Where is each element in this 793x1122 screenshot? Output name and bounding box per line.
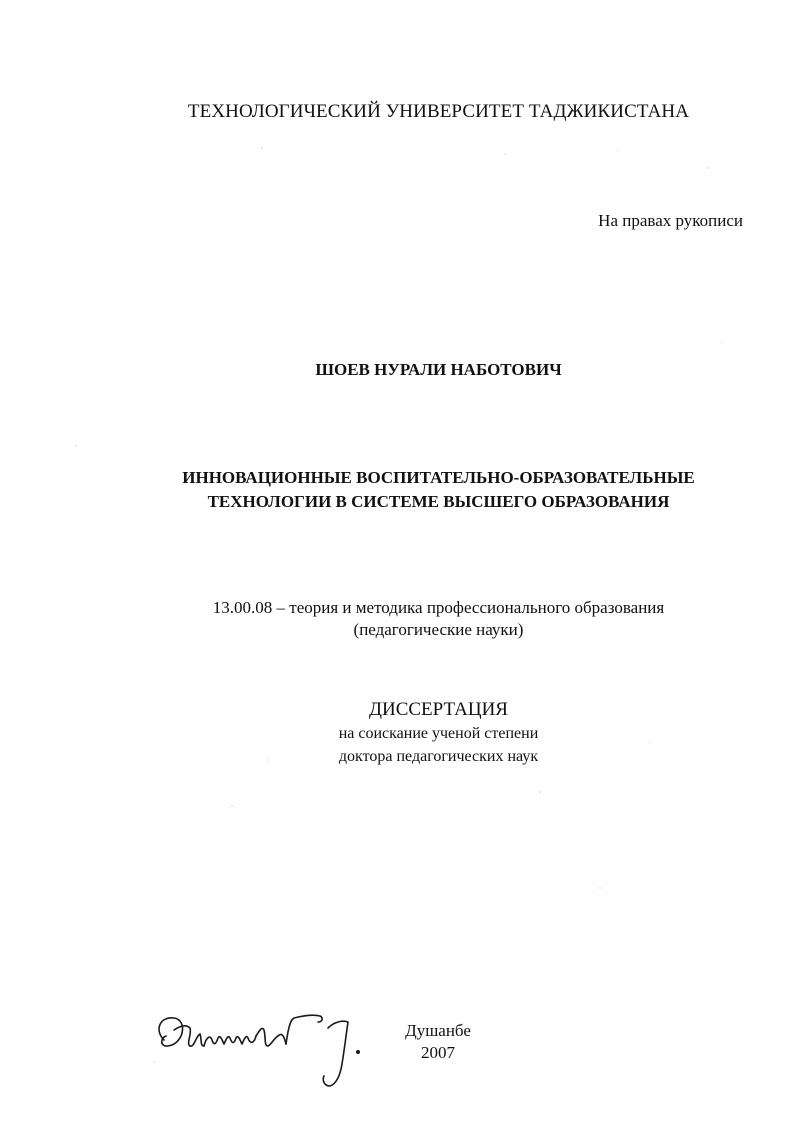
degree-block: [42, 722, 793, 768]
dissertation-title-line-2: ТЕХНОЛОГИИ В СИСТЕМЕ ВЫСШЕГО ОБРАЗОВАНИЯ: [207, 492, 670, 511]
degree-line-1: на соискание ученой степени: [338, 725, 539, 742]
university-name: ТЕХНОЛОГИЧЕСКИЙ УНИВЕРСИТЕТ ТАДЖИКИСТАНА: [187, 101, 690, 122]
degree-line-2: доктора педагогических наук: [338, 748, 539, 765]
dissertation-title-line-1: ИННОВАЦИОННЫЕ ВОСПИТАТЕЛЬНО-ОБРАЗОВАТЕЛЬНЫЕ: [182, 468, 695, 487]
specialty-block: [42, 597, 793, 641]
specialty-code-line: 13.00.08 – теория и методика профессионального образования: [212, 598, 665, 617]
signature-icon: [150, 1000, 380, 1095]
dissertation-label: ДИССЕРТАЦИЯ: [369, 699, 508, 720]
science-branch-line: (педагогические науки): [353, 620, 524, 639]
author-name: ШОЕВ НУРАЛИ НАБОТОВИЧ: [315, 360, 562, 379]
dissertation-title: [42, 466, 793, 514]
publication-year: 2007: [421, 1043, 455, 1062]
place-and-year: [390, 1020, 486, 1064]
manuscript-rights-note: На правах рукописи: [598, 211, 743, 230]
city-name: Душанбе: [405, 1021, 471, 1040]
